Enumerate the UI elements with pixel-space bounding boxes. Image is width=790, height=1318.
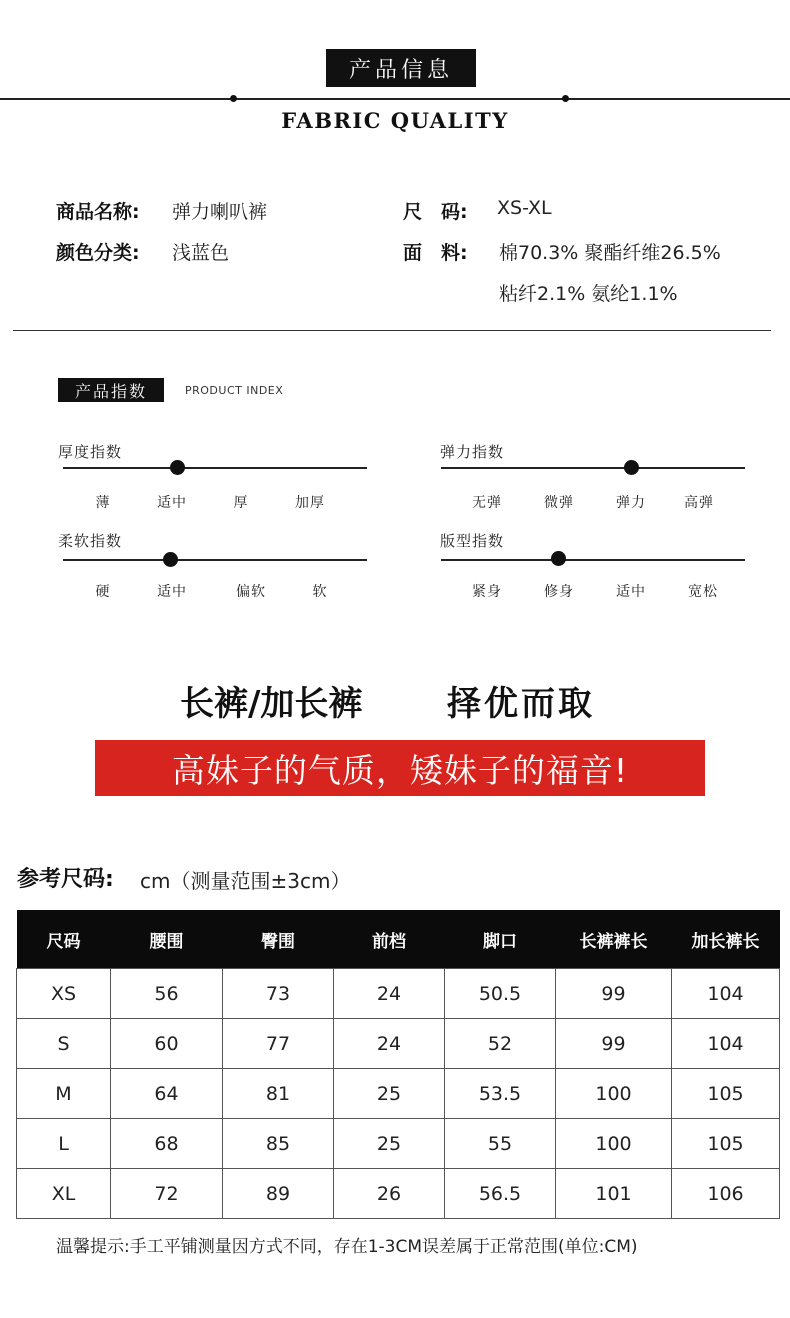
fit-option: 紧身: [472, 584, 502, 600]
product-index-tag: 产品指数: [58, 378, 164, 402]
material-line-2: 粘纤2.1% 氨纶1.1%: [499, 283, 678, 305]
softness-option: 硬: [95, 584, 111, 600]
section-title: 产品信息: [326, 49, 476, 87]
table-cell: 104: [672, 1019, 780, 1069]
header-rule-right-dot: [562, 95, 569, 102]
table-cell: 24: [334, 1019, 445, 1069]
measurement-tip: 温馨提示:手工平铺测量因方式不同，存在1-3CM误差属于正常范围(单位:CM): [56, 1237, 638, 1257]
softness-option: 软: [312, 584, 328, 600]
thickness-option: 厚: [233, 495, 249, 511]
size-table-header: 前档: [334, 910, 445, 969]
size-table-header-row: [17, 910, 780, 969]
fit-option: 适中: [616, 584, 646, 600]
thickness-index-track: [63, 467, 367, 469]
table-cell: 85: [223, 1119, 334, 1169]
table-row: [17, 1169, 780, 1219]
name-value: 弹力喇叭裤: [172, 201, 268, 223]
size-reference-label: 参考尺码:: [17, 867, 114, 892]
table-cell: 64: [111, 1069, 223, 1119]
table-cell: 101: [556, 1169, 672, 1219]
table-cell: 60: [111, 1019, 223, 1069]
table-cell: 56: [111, 969, 223, 1019]
softness-index-track: [63, 559, 367, 561]
elasticity-option: 微弹: [544, 495, 574, 511]
softness-index-knob: [163, 552, 178, 567]
table-cell: 56.5: [445, 1169, 556, 1219]
table-cell: 105: [672, 1119, 780, 1169]
product-index-subtitle: PRODUCT INDEX: [185, 384, 284, 397]
elasticity-index-track: [441, 467, 745, 469]
table-cell: 106: [672, 1169, 780, 1219]
table-cell: 100: [556, 1119, 672, 1169]
softness-index-title: 柔软指数: [58, 532, 123, 550]
size-table-header: 加长裤长: [672, 910, 780, 969]
table-cell: XS: [17, 969, 111, 1019]
size-label: 尺 码:: [403, 201, 468, 223]
material-label: 面 料:: [403, 242, 468, 264]
elasticity-option: 无弹: [472, 495, 502, 511]
softness-option: 适中: [157, 584, 187, 600]
table-cell: 100: [556, 1069, 672, 1119]
size-value: XS-XL: [497, 197, 552, 219]
size-table-header: 尺码: [17, 910, 111, 969]
elasticity-option: 弹力: [616, 495, 646, 511]
fit-index-title: 版型指数: [440, 532, 505, 550]
thickness-option: 加厚: [295, 495, 325, 511]
size-table-header: 长裤裤长: [556, 910, 672, 969]
material-line-1: 棉70.3% 聚酯纤维26.5%: [499, 242, 721, 264]
color-value: 浅蓝色: [172, 242, 230, 264]
table-cell: 68: [111, 1119, 223, 1169]
table-row: [17, 1069, 780, 1119]
thickness-index-knob: [170, 460, 185, 475]
thickness-option: 薄: [95, 495, 111, 511]
size-table-header: 腰围: [111, 910, 223, 969]
fit-option: 宽松: [688, 584, 718, 600]
table-cell: XL: [17, 1169, 111, 1219]
fit-index-knob: [551, 551, 566, 566]
size-reference-unit: cm（测量范围±3cm）: [140, 869, 351, 893]
size-table-header: 脚口: [445, 910, 556, 969]
table-cell: 25: [334, 1119, 445, 1169]
elasticity-option: 高弹: [684, 495, 714, 511]
slogan-banner: 高妹子的气质，矮妹子的福音!: [95, 740, 705, 796]
table-cell: 53.5: [445, 1069, 556, 1119]
color-label: 颜色分类:: [56, 242, 140, 264]
table-cell: 99: [556, 1019, 672, 1069]
table-cell: 104: [672, 969, 780, 1019]
elasticity-index-title: 弹力指数: [440, 443, 505, 461]
table-cell: L: [17, 1119, 111, 1169]
thickness-index-title: 厚度指数: [58, 443, 123, 461]
info-divider: [13, 330, 771, 331]
header-rule-left-dot: [230, 95, 237, 102]
table-cell: 105: [672, 1069, 780, 1119]
table-row: [17, 1119, 780, 1169]
slogan-right: 择优而取: [447, 684, 595, 724]
table-cell: 89: [223, 1169, 334, 1219]
elasticity-index-knob: [624, 460, 639, 475]
table-row: [17, 969, 780, 1019]
table-cell: 50.5: [445, 969, 556, 1019]
table-cell: 81: [223, 1069, 334, 1119]
table-row: [17, 1019, 780, 1069]
name-label: 商品名称:: [56, 201, 140, 223]
softness-option: 偏软: [236, 584, 266, 600]
table-cell: 72: [111, 1169, 223, 1219]
size-table: [16, 910, 780, 1219]
header-rule: [0, 98, 790, 100]
table-cell: 99: [556, 969, 672, 1019]
table-cell: 52: [445, 1019, 556, 1069]
table-cell: 55: [445, 1119, 556, 1169]
table-cell: 25: [334, 1069, 445, 1119]
fit-index-track: [441, 559, 745, 561]
section-subtitle: FABRIC QUALITY: [281, 108, 509, 133]
table-cell: 77: [223, 1019, 334, 1069]
table-cell: M: [17, 1069, 111, 1119]
slogan-left: 长裤/加长裤: [180, 684, 363, 724]
thickness-option: 适中: [157, 495, 187, 511]
size-table-header: 臀围: [223, 910, 334, 969]
table-cell: 73: [223, 969, 334, 1019]
table-cell: 26: [334, 1169, 445, 1219]
table-cell: 24: [334, 969, 445, 1019]
table-cell: S: [17, 1019, 111, 1069]
fit-option: 修身: [544, 584, 574, 600]
